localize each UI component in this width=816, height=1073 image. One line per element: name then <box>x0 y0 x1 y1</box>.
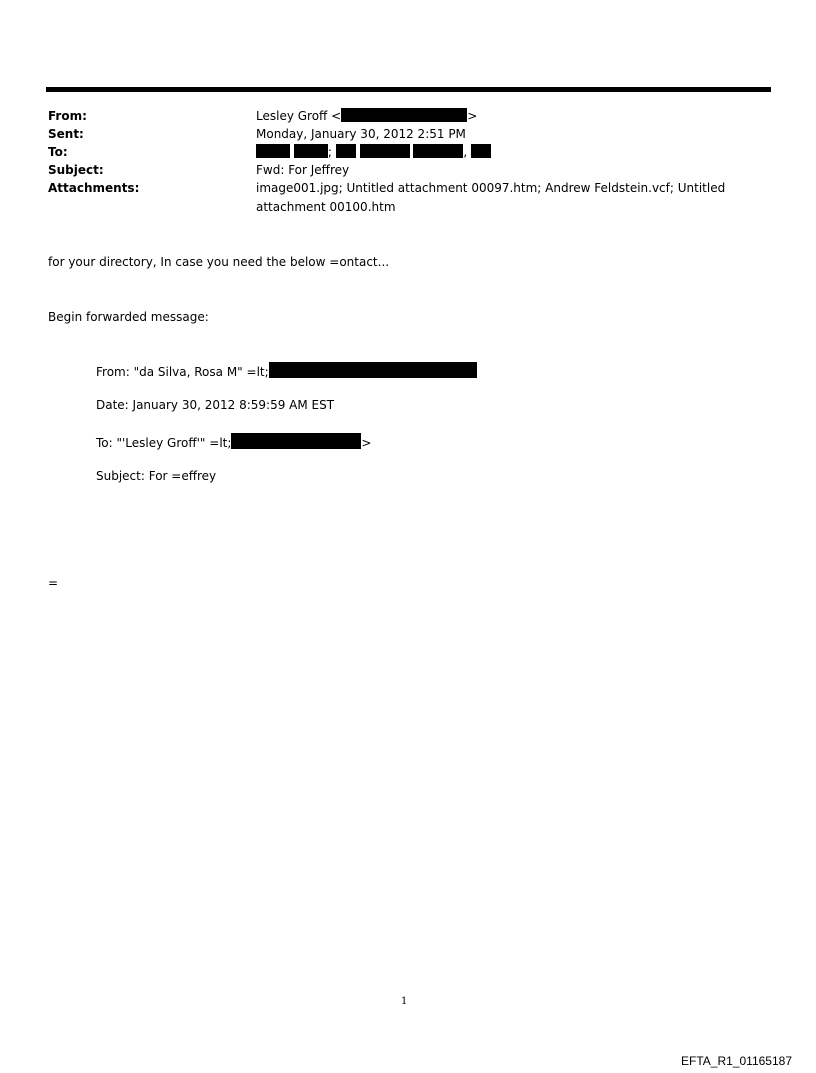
redaction-bar <box>336 144 356 158</box>
fwd-to <box>96 433 371 451</box>
trailing-char: = <box>48 576 59 590</box>
to-label: To: <box>48 145 68 159</box>
attachments-line-1: image001.jpg; Untitled attachment 00097.htm; Andrew Feldstein.vcf; Untitled <box>256 181 726 195</box>
sent-label: Sent: <box>48 127 84 141</box>
redaction-bar <box>471 144 491 158</box>
subject-value: Fwd: For Jeffrey <box>256 163 350 177</box>
to-separator: ; <box>327 145 332 159</box>
attachments-label: Attachments: <box>48 181 140 195</box>
fwd-date: Date: January 30, 2012 8:59:59 AM EST <box>96 398 335 412</box>
redaction-bar <box>269 362 477 378</box>
fwd-to-text: To: "'Lesley Groff'" =lt; <box>96 436 232 450</box>
redaction-bar <box>294 144 328 158</box>
redaction-bar <box>231 433 361 449</box>
from-value <box>256 108 477 124</box>
forward-intro: Begin forwarded message: <box>48 310 209 324</box>
redaction-bar <box>413 144 463 158</box>
fwd-from <box>96 362 477 380</box>
intro-text: for your directory, In case you need the below =ontact... <box>48 255 390 269</box>
fwd-to-end: > <box>361 436 372 450</box>
fwd-from-text: From: "da Silva, Rosa M" =lt; <box>96 365 269 379</box>
redaction-bar <box>341 108 467 122</box>
page-number: 1 <box>401 996 408 1007</box>
from-name: Lesley Groff < <box>256 109 342 123</box>
subject-label: Subject: <box>48 163 104 177</box>
sent-value: Monday, January 30, 2012 2:51 PM <box>256 127 466 141</box>
header-rule <box>46 87 771 92</box>
from-label: From: <box>48 109 87 123</box>
to-separator: , <box>463 145 468 159</box>
to-value <box>256 144 491 160</box>
from-end: > <box>467 109 478 123</box>
fwd-subject: Subject: For =effrey <box>96 469 217 483</box>
redaction-bar <box>256 144 290 158</box>
attachments-line-2: attachment 00100.htm <box>256 200 396 214</box>
redaction-bar <box>360 144 410 158</box>
bates-number: EFTA_R1_01165187 <box>681 1054 792 1068</box>
